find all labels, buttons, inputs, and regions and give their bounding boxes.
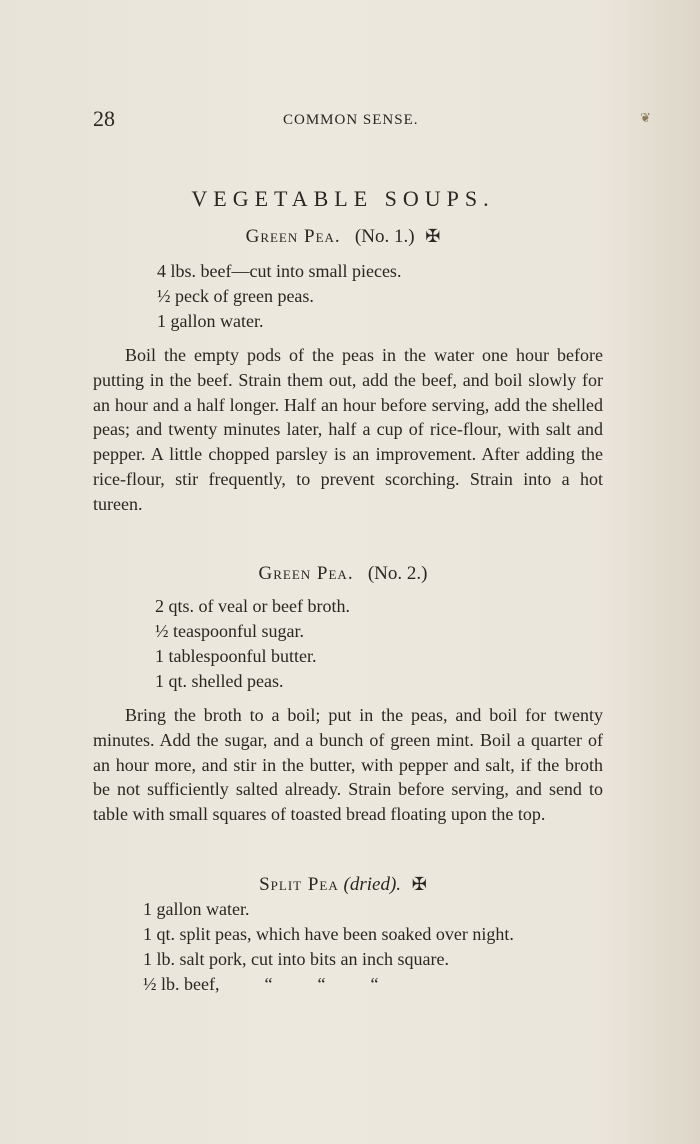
recipe-number: (No. 1.): [354, 226, 415, 247]
recipe-directions: Bring the broth to a boil; put in the peas, and boil for twenty minutes. Add the sugar, and a bunch of green mint. Boil a quarter of an hour more, and stir in the butter, with pepper and salt, if the broth be not sufficiently salted already. Strain before serving, and send to table with small squares of toasted bread floating upon the top.: [93, 705, 603, 825]
recipe-title: Green Pea.: [258, 563, 354, 584]
page-number: 28: [93, 106, 115, 131]
recipe-number: (No. 2.): [367, 563, 428, 584]
ingredient-list: [155, 594, 350, 694]
section-title: VEGETABLE SOUPS.: [191, 186, 495, 211]
ingredient-item: 1 qt. shelled peas.: [155, 671, 284, 691]
ingredient-item: 2 qts. of veal or beef broth.: [155, 596, 350, 616]
ingredient-item: ½ lb. beef, “ “ “: [143, 974, 379, 994]
recipe-title: Split Pea: [259, 874, 339, 895]
ingredient-list: [157, 259, 401, 334]
recipe-qualifier: (dried).: [343, 874, 402, 895]
recipe-directions: Boil the empty pods of the peas in the water one hour before putting in the beef. Strain them out, add the beef, and boil slowly for an hour and a half longer. Half an hour before serving, add the shelled peas; and twenty minutes later, half a cup of rice-flour, with salt and pepper. A little chopped parsley is an improvement. After adding the rice-flour, stir frequently, to prevent scorching. Strain into a hot tureen.: [93, 345, 603, 514]
ingredient-item: 1 tablespoonful butter.: [155, 646, 317, 666]
recipe-heading-green-pea-1: [93, 226, 593, 248]
maltese-cross-icon: ✠: [411, 874, 427, 894]
ingredient-item: ½ peck of green peas.: [157, 286, 314, 306]
page-header: [93, 106, 593, 136]
recipe-heading-green-pea-2: [93, 563, 593, 585]
ingredient-item: 1 lb. salt pork, cut into bits an inch square.: [143, 949, 449, 969]
ingredient-item: 1 gallon water.: [143, 899, 250, 919]
ingredient-list: [143, 897, 514, 997]
ingredient-item: 4 lbs. beef—cut into small pieces.: [157, 261, 402, 281]
recipe-heading-split-pea: [93, 874, 593, 896]
ingredient-item: 1 gallon water.: [157, 311, 264, 331]
running-head: COMMON SENSE.: [283, 112, 419, 128]
ingredient-item: 1 qt. split peas, which have been soaked over night.: [143, 924, 514, 944]
ingredient-item: ½ teaspoonful sugar.: [155, 621, 304, 641]
margin-mark-icon: ❦: [640, 110, 651, 125]
maltese-cross-icon: ✠: [425, 226, 441, 246]
recipe-title: Green Pea.: [245, 226, 341, 247]
